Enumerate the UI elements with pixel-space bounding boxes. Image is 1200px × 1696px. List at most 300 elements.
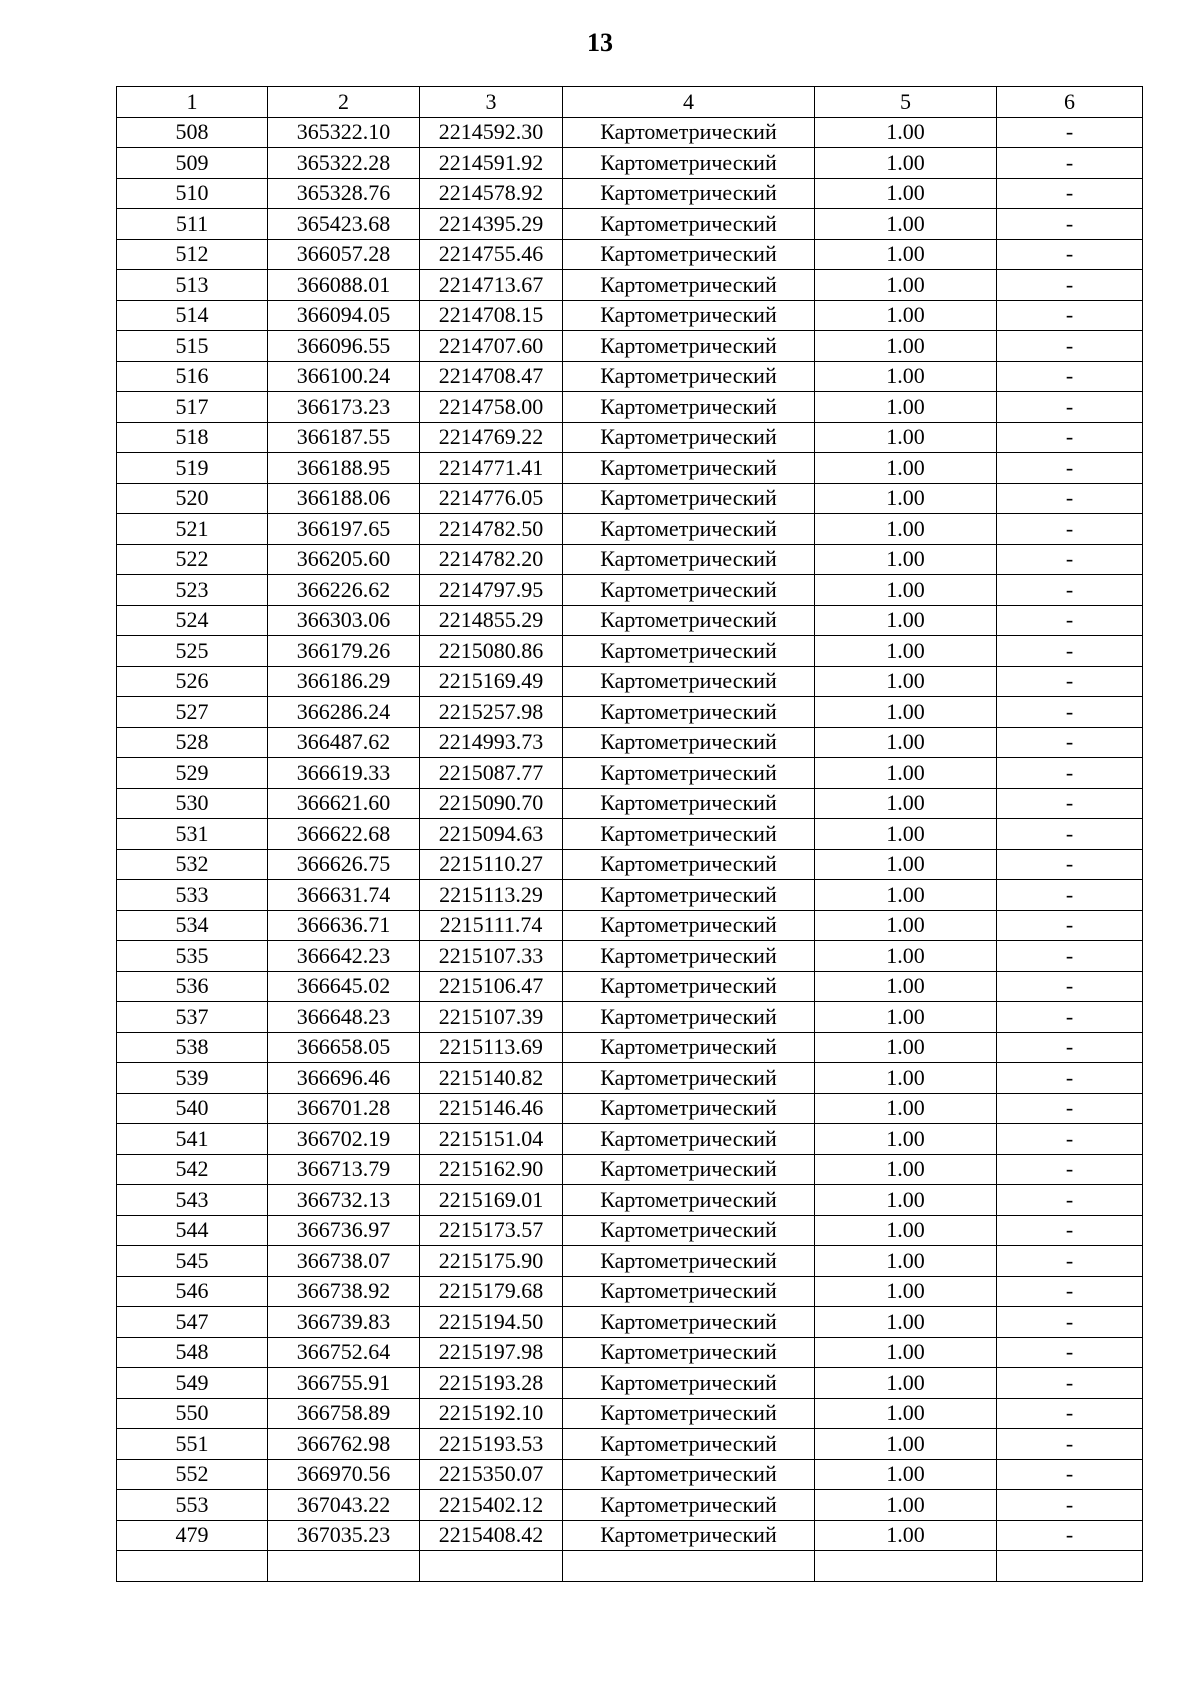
table-row [117, 880, 1143, 911]
method-cell: Картометрический [563, 605, 815, 636]
accuracy-cell: 1.00 [815, 605, 997, 636]
accuracy-cell: 1.00 [815, 1093, 997, 1124]
y-coordinate-cell: 2215146.46 [420, 1093, 563, 1124]
method-cell: Картометрический [563, 697, 815, 728]
x-coordinate-cell: 366622.68 [268, 819, 420, 850]
accuracy-cell: 1.00 [815, 1429, 997, 1460]
point-number-cell: 532 [117, 849, 268, 880]
description-cell: - [997, 1520, 1143, 1551]
accuracy-cell: 1.00 [815, 1215, 997, 1246]
table-row [117, 1276, 1143, 1307]
point-number-cell: 527 [117, 697, 268, 728]
description-cell: - [997, 453, 1143, 484]
accuracy-cell: 1.00 [815, 1276, 997, 1307]
description-cell: - [997, 1154, 1143, 1185]
y-coordinate-cell: 2215140.82 [420, 1063, 563, 1094]
x-coordinate-cell: 366100.24 [268, 361, 420, 392]
method-cell: Картометрический [563, 1124, 815, 1155]
table-row [117, 1246, 1143, 1277]
method-cell: Картометрический [563, 178, 815, 209]
point-number-cell: 517 [117, 392, 268, 423]
accuracy-cell: 1.00 [815, 636, 997, 667]
method-cell: Картометрический [563, 239, 815, 270]
accuracy-cell: 1.00 [815, 880, 997, 911]
point-number-cell: 516 [117, 361, 268, 392]
method-cell: Картометрический [563, 1520, 815, 1551]
method-cell: Картометрический [563, 727, 815, 758]
table-header-row [117, 87, 1143, 118]
y-coordinate-cell: 2215193.28 [420, 1368, 563, 1399]
description-cell: - [997, 270, 1143, 301]
description-cell: - [997, 483, 1143, 514]
accuracy-cell: 1.00 [815, 453, 997, 484]
description-cell: - [997, 1429, 1143, 1460]
description-cell: - [997, 910, 1143, 941]
method-cell: Картометрический [563, 1002, 815, 1033]
accuracy-cell: 1.00 [815, 300, 997, 331]
table-row [117, 1368, 1143, 1399]
table-row [117, 941, 1143, 972]
point-number-cell: 553 [117, 1490, 268, 1521]
y-coordinate-cell: 2214578.92 [420, 178, 563, 209]
x-coordinate-cell: 366658.05 [268, 1032, 420, 1063]
point-number-cell: 521 [117, 514, 268, 545]
method-cell: Картометрический [563, 544, 815, 575]
description-cell: - [997, 666, 1143, 697]
x-coordinate-cell: 367043.22 [268, 1490, 420, 1521]
x-coordinate-cell [268, 1551, 420, 1582]
method-cell: Картометрический [563, 636, 815, 667]
description-cell: - [997, 636, 1143, 667]
header-cell-5: 5 [815, 87, 997, 118]
x-coordinate-cell: 365328.76 [268, 178, 420, 209]
x-coordinate-cell: 366188.06 [268, 483, 420, 514]
point-number-cell: 540 [117, 1093, 268, 1124]
description-cell: - [997, 148, 1143, 179]
method-cell: Картометрический [563, 300, 815, 331]
method-cell: Картометрический [563, 148, 815, 179]
table-row [117, 514, 1143, 545]
x-coordinate-cell: 366186.29 [268, 666, 420, 697]
table-row [117, 331, 1143, 362]
table-row [117, 758, 1143, 789]
accuracy-cell: 1.00 [815, 270, 997, 301]
description-cell: - [997, 1063, 1143, 1094]
x-coordinate-cell: 366187.55 [268, 422, 420, 453]
method-cell: Картометрический [563, 1459, 815, 1490]
table-row [117, 1032, 1143, 1063]
description-cell: - [997, 605, 1143, 636]
accuracy-cell: 1.00 [815, 1002, 997, 1033]
method-cell: Картометрический [563, 1032, 815, 1063]
table-row [117, 636, 1143, 667]
point-number-cell: 508 [117, 117, 268, 148]
accuracy-cell: 1.00 [815, 1490, 997, 1521]
x-coordinate-cell: 366648.23 [268, 1002, 420, 1033]
point-number-cell: 522 [117, 544, 268, 575]
table-row [117, 300, 1143, 331]
x-coordinate-cell: 366645.02 [268, 971, 420, 1002]
x-coordinate-cell: 366179.26 [268, 636, 420, 667]
accuracy-cell: 1.00 [815, 331, 997, 362]
point-number-cell: 542 [117, 1154, 268, 1185]
x-coordinate-cell: 366701.28 [268, 1093, 420, 1124]
table-row [117, 422, 1143, 453]
y-coordinate-cell: 2215110.27 [420, 849, 563, 880]
x-coordinate-cell: 366631.74 [268, 880, 420, 911]
description-cell: - [997, 392, 1143, 423]
point-number-cell: 515 [117, 331, 268, 362]
y-coordinate-cell: 2215169.01 [420, 1185, 563, 1216]
header-cell-6: 6 [997, 87, 1143, 118]
description-cell: - [997, 331, 1143, 362]
table-row [117, 575, 1143, 606]
table-row [117, 1063, 1143, 1094]
table-row [117, 117, 1143, 148]
description-cell: - [997, 758, 1143, 789]
y-coordinate-cell: 2214993.73 [420, 727, 563, 758]
y-coordinate-cell: 2214708.47 [420, 361, 563, 392]
accuracy-cell: 1.00 [815, 483, 997, 514]
accuracy-cell [815, 1551, 997, 1582]
description-cell: - [997, 941, 1143, 972]
method-cell: Картометрический [563, 1154, 815, 1185]
x-coordinate-cell: 366752.64 [268, 1337, 420, 1368]
y-coordinate-cell: 2215350.07 [420, 1459, 563, 1490]
description-cell: - [997, 880, 1143, 911]
method-cell: Картометрический [563, 758, 815, 789]
method-cell: Картометрический [563, 209, 815, 240]
method-cell: Картометрический [563, 1398, 815, 1429]
description-cell: - [997, 361, 1143, 392]
description-cell: - [997, 422, 1143, 453]
y-coordinate-cell: 2214395.29 [420, 209, 563, 240]
x-coordinate-cell: 366758.89 [268, 1398, 420, 1429]
description-cell: - [997, 544, 1143, 575]
x-coordinate-cell: 366205.60 [268, 544, 420, 575]
point-number-cell: 538 [117, 1032, 268, 1063]
x-coordinate-cell: 366094.05 [268, 300, 420, 331]
point-number-cell: 539 [117, 1063, 268, 1094]
y-coordinate-cell: 2214782.50 [420, 514, 563, 545]
method-cell: Картометрический [563, 361, 815, 392]
table-row [117, 239, 1143, 270]
method-cell: Картометрический [563, 422, 815, 453]
method-cell: Картометрический [563, 1307, 815, 1338]
point-number-cell: 519 [117, 453, 268, 484]
description-cell: - [997, 1032, 1143, 1063]
accuracy-cell: 1.00 [815, 514, 997, 545]
table-row [117, 910, 1143, 941]
description-cell: - [997, 1398, 1143, 1429]
point-number-cell: 535 [117, 941, 268, 972]
description-cell: - [997, 819, 1143, 850]
accuracy-cell: 1.00 [815, 544, 997, 575]
accuracy-cell: 1.00 [815, 941, 997, 972]
y-coordinate-cell: 2215179.68 [420, 1276, 563, 1307]
method-cell: Картометрический [563, 788, 815, 819]
accuracy-cell: 1.00 [815, 178, 997, 209]
method-cell: Картометрический [563, 1185, 815, 1216]
method-cell [563, 1551, 815, 1582]
point-number-cell: 546 [117, 1276, 268, 1307]
table-row [117, 697, 1143, 728]
method-cell: Картометрический [563, 117, 815, 148]
y-coordinate-cell: 2214758.00 [420, 392, 563, 423]
y-coordinate-cell: 2215408.42 [420, 1520, 563, 1551]
table-row [117, 1154, 1143, 1185]
accuracy-cell: 1.00 [815, 239, 997, 270]
point-number-cell: 525 [117, 636, 268, 667]
description-cell: - [997, 1337, 1143, 1368]
point-number-cell [117, 1551, 268, 1582]
description-cell: - [997, 1459, 1143, 1490]
point-number-cell: 548 [117, 1337, 268, 1368]
method-cell: Картометрический [563, 392, 815, 423]
table-row [117, 453, 1143, 484]
x-coordinate-cell: 366970.56 [268, 1459, 420, 1490]
table-row [117, 178, 1143, 209]
method-cell: Картометрический [563, 880, 815, 911]
y-coordinate-cell: 2215113.29 [420, 880, 563, 911]
point-number-cell: 551 [117, 1429, 268, 1460]
table-row [117, 392, 1143, 423]
point-number-cell: 524 [117, 605, 268, 636]
y-coordinate-cell: 2214591.92 [420, 148, 563, 179]
x-coordinate-cell: 366755.91 [268, 1368, 420, 1399]
description-cell [997, 1551, 1143, 1582]
method-cell: Картометрический [563, 849, 815, 880]
x-coordinate-cell: 366057.28 [268, 239, 420, 270]
accuracy-cell: 1.00 [815, 971, 997, 1002]
point-number-cell: 518 [117, 422, 268, 453]
point-number-cell: 509 [117, 148, 268, 179]
accuracy-cell: 1.00 [815, 422, 997, 453]
table-row [117, 1490, 1143, 1521]
table-row [117, 1337, 1143, 1368]
y-coordinate-cell: 2215090.70 [420, 788, 563, 819]
table-row [117, 1307, 1143, 1338]
x-coordinate-cell: 366303.06 [268, 605, 420, 636]
method-cell: Картометрический [563, 575, 815, 606]
method-cell: Картометрический [563, 1063, 815, 1094]
point-number-cell: 552 [117, 1459, 268, 1490]
y-coordinate-cell: 2215080.86 [420, 636, 563, 667]
y-coordinate-cell: 2215094.63 [420, 819, 563, 850]
x-coordinate-cell: 365322.10 [268, 117, 420, 148]
table-row [117, 1124, 1143, 1155]
x-coordinate-cell: 365423.68 [268, 209, 420, 240]
point-number-cell: 543 [117, 1185, 268, 1216]
description-cell: - [997, 1307, 1143, 1338]
y-coordinate-cell: 2214776.05 [420, 483, 563, 514]
point-number-cell: 536 [117, 971, 268, 1002]
method-cell: Картометрический [563, 1276, 815, 1307]
description-cell: - [997, 117, 1143, 148]
x-coordinate-cell: 366736.97 [268, 1215, 420, 1246]
description-cell: - [997, 849, 1143, 880]
accuracy-cell: 1.00 [815, 1246, 997, 1277]
y-coordinate-cell: 2214708.15 [420, 300, 563, 331]
y-coordinate-cell: 2215151.04 [420, 1124, 563, 1155]
y-coordinate-cell: 2215173.57 [420, 1215, 563, 1246]
accuracy-cell: 1.00 [815, 1032, 997, 1063]
table-row [117, 1093, 1143, 1124]
method-cell: Картометрический [563, 941, 815, 972]
x-coordinate-cell: 366696.46 [268, 1063, 420, 1094]
accuracy-cell: 1.00 [815, 788, 997, 819]
table-row [117, 666, 1143, 697]
accuracy-cell: 1.00 [815, 1124, 997, 1155]
point-number-cell: 510 [117, 178, 268, 209]
y-coordinate-cell: 2214782.20 [420, 544, 563, 575]
table-row [117, 819, 1143, 850]
accuracy-cell: 1.00 [815, 727, 997, 758]
description-cell: - [997, 178, 1143, 209]
y-coordinate-cell: 2215106.47 [420, 971, 563, 1002]
description-cell: - [997, 697, 1143, 728]
y-coordinate-cell: 2215107.33 [420, 941, 563, 972]
description-cell: - [997, 1093, 1143, 1124]
accuracy-cell: 1.00 [815, 1154, 997, 1185]
y-coordinate-cell: 2215107.39 [420, 1002, 563, 1033]
y-coordinate-cell: 2214855.29 [420, 605, 563, 636]
point-number-cell: 534 [117, 910, 268, 941]
point-number-cell: 526 [117, 666, 268, 697]
y-coordinate-cell: 2214755.46 [420, 239, 563, 270]
y-coordinate-cell: 2215113.69 [420, 1032, 563, 1063]
accuracy-cell: 1.00 [815, 1398, 997, 1429]
x-coordinate-cell: 366621.60 [268, 788, 420, 819]
description-cell: - [997, 239, 1143, 270]
y-coordinate-cell: 2215194.50 [420, 1307, 563, 1338]
point-number-cell: 520 [117, 483, 268, 514]
x-coordinate-cell: 366487.62 [268, 727, 420, 758]
method-cell: Картометрический [563, 1337, 815, 1368]
description-cell: - [997, 971, 1143, 1002]
point-number-cell: 531 [117, 819, 268, 850]
y-coordinate-cell: 2215175.90 [420, 1246, 563, 1277]
description-cell: - [997, 1215, 1143, 1246]
y-coordinate-cell: 2215402.12 [420, 1490, 563, 1521]
x-coordinate-cell: 366762.98 [268, 1429, 420, 1460]
accuracy-cell: 1.00 [815, 117, 997, 148]
point-number-cell: 514 [117, 300, 268, 331]
accuracy-cell: 1.00 [815, 1368, 997, 1399]
x-coordinate-cell: 366713.79 [268, 1154, 420, 1185]
point-number-cell: 544 [117, 1215, 268, 1246]
description-cell: - [997, 1490, 1143, 1521]
x-coordinate-cell: 366738.92 [268, 1276, 420, 1307]
x-coordinate-cell: 366636.71 [268, 910, 420, 941]
x-coordinate-cell: 366197.65 [268, 514, 420, 545]
table-row [117, 209, 1143, 240]
x-coordinate-cell: 366626.75 [268, 849, 420, 880]
x-coordinate-cell: 366732.13 [268, 1185, 420, 1216]
description-cell: - [997, 575, 1143, 606]
method-cell: Картометрический [563, 1490, 815, 1521]
table-row [117, 971, 1143, 1002]
method-cell: Картометрический [563, 910, 815, 941]
header-cell-1: 1 [117, 87, 268, 118]
description-cell: - [997, 514, 1143, 545]
description-cell: - [997, 1276, 1143, 1307]
table-row [117, 1459, 1143, 1490]
point-number-cell: 533 [117, 880, 268, 911]
y-coordinate-cell: 2215087.77 [420, 758, 563, 789]
accuracy-cell: 1.00 [815, 849, 997, 880]
y-coordinate-cell: 2214771.41 [420, 453, 563, 484]
accuracy-cell: 1.00 [815, 819, 997, 850]
table-row [117, 605, 1143, 636]
y-coordinate-cell: 2214797.95 [420, 575, 563, 606]
point-number-cell: 529 [117, 758, 268, 789]
table-row [117, 727, 1143, 758]
accuracy-cell: 1.00 [815, 758, 997, 789]
table-row [117, 1551, 1143, 1582]
point-number-cell: 523 [117, 575, 268, 606]
y-coordinate-cell: 2215192.10 [420, 1398, 563, 1429]
table-row [117, 788, 1143, 819]
x-coordinate-cell: 366738.07 [268, 1246, 420, 1277]
x-coordinate-cell: 366286.24 [268, 697, 420, 728]
accuracy-cell: 1.00 [815, 697, 997, 728]
description-cell: - [997, 209, 1143, 240]
header-cell-2: 2 [268, 87, 420, 118]
description-cell: - [997, 1246, 1143, 1277]
accuracy-cell: 1.00 [815, 1185, 997, 1216]
accuracy-cell: 1.00 [815, 209, 997, 240]
y-coordinate-cell: 2215111.74 [420, 910, 563, 941]
y-coordinate-cell: 2214769.22 [420, 422, 563, 453]
point-number-cell: 513 [117, 270, 268, 301]
description-cell: - [997, 788, 1143, 819]
y-coordinate-cell: 2214592.30 [420, 117, 563, 148]
x-coordinate-cell: 366619.33 [268, 758, 420, 789]
table-row [117, 1520, 1143, 1551]
table-row [117, 1215, 1143, 1246]
method-cell: Картометрический [563, 1246, 815, 1277]
y-coordinate-cell: 2215257.98 [420, 697, 563, 728]
accuracy-cell: 1.00 [815, 1459, 997, 1490]
point-number-cell: 550 [117, 1398, 268, 1429]
table-row [117, 148, 1143, 179]
accuracy-cell: 1.00 [815, 666, 997, 697]
x-coordinate-cell: 367035.23 [268, 1520, 420, 1551]
header-cell-3: 3 [420, 87, 563, 118]
description-cell: - [997, 1185, 1143, 1216]
method-cell: Картометрический [563, 1429, 815, 1460]
coordinates-table [116, 86, 1143, 1582]
method-cell: Картометрический [563, 270, 815, 301]
method-cell: Картометрический [563, 453, 815, 484]
accuracy-cell: 1.00 [815, 910, 997, 941]
point-number-cell: 511 [117, 209, 268, 240]
y-coordinate-cell: 2215162.90 [420, 1154, 563, 1185]
accuracy-cell: 1.00 [815, 1307, 997, 1338]
table-body [117, 87, 1143, 1582]
page-number: 13 [587, 28, 613, 57]
description-cell: - [997, 727, 1143, 758]
x-coordinate-cell: 366188.95 [268, 453, 420, 484]
y-coordinate-cell: 2215193.53 [420, 1429, 563, 1460]
method-cell: Картометрический [563, 331, 815, 362]
point-number-cell: 549 [117, 1368, 268, 1399]
y-coordinate-cell: 2214713.67 [420, 270, 563, 301]
accuracy-cell: 1.00 [815, 361, 997, 392]
point-number-cell: 530 [117, 788, 268, 819]
point-number-cell: 541 [117, 1124, 268, 1155]
